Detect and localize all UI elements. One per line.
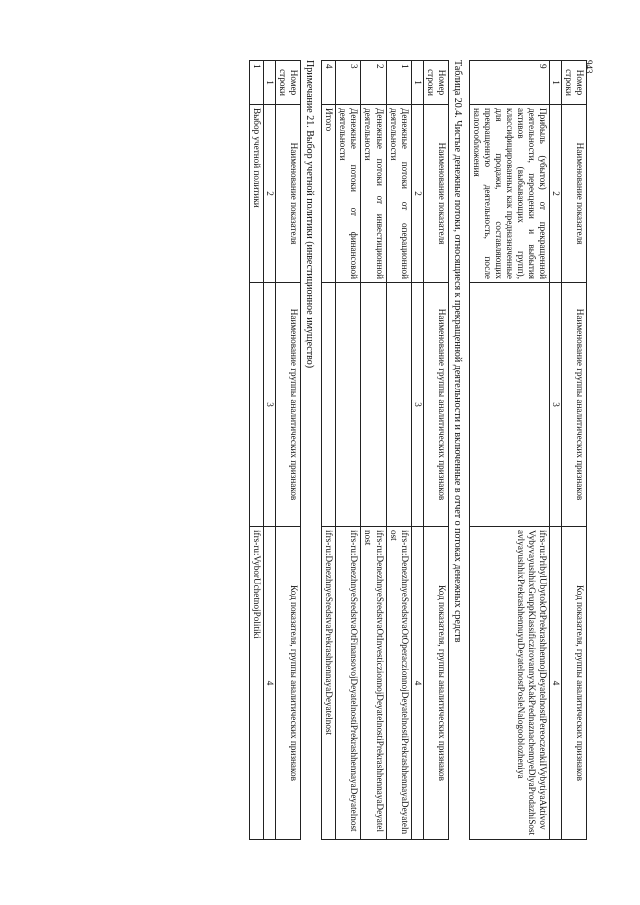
header-indicator-name: Наименование показателя	[276, 105, 301, 283]
indicator-code: ifrs-ru:PribylUbytokOtPrekrashhennojDeyatelnostiPereoczenkiIVybytiyaAktivovVybyvayushhixGruppKlassificzirovannyxKakPrednaznachennyeDlyaProdazhiSostavlyayushhixPrekrashhennuyuDeyatelnostPosleNalogooblozheniya	[469, 527, 549, 840]
table-header-row	[561, 61, 586, 840]
indicator-name: Денежные потоки от инвестиционной деятельности	[361, 105, 386, 283]
header-group-name: Наименование группы аналитических признаков	[423, 283, 448, 527]
row-number: 1	[250, 61, 264, 105]
indicator-code: ifrs-ru:DenezhnyeSredstvaOtFinansovojDeyatelnostiPrekrashhennayaDeyatelnost	[336, 527, 361, 840]
table-continuation	[469, 60, 587, 840]
indicator-code: ifrs-ru:DenezhnyeSredstvaOtInvesticzionnojDeyatelnostiPrekrashhennayaDeyatelnost	[361, 527, 386, 840]
header-row-no: Номер строки	[276, 61, 301, 105]
col-number: 2	[264, 105, 276, 283]
table-row	[250, 61, 264, 840]
column-number-row	[411, 61, 423, 840]
col-number: 2	[411, 105, 423, 283]
row-number: 1	[386, 61, 411, 105]
table-20-4	[321, 60, 448, 840]
header-code: Код показателя, группы аналитических признаков	[423, 527, 448, 840]
group-name	[322, 283, 336, 527]
column-number-row	[264, 61, 276, 840]
indicator-name: Прибыль (убыток) от прекращенной деятельности, переоценки и выбытия активов (выбывающих групп), классифицированных как предназначенные для продажи, составляющих прекращенную деятельность, после налогообложения	[469, 105, 549, 283]
group-name	[250, 283, 264, 527]
col-number: 1	[411, 61, 423, 105]
header-group-name: Наименование группы аналитических признаков	[561, 283, 586, 527]
group-name	[386, 283, 411, 527]
row-number: 2	[361, 61, 386, 105]
col-number: 3	[549, 283, 561, 527]
header-row-no: Номер строки	[423, 61, 448, 105]
table-row	[322, 61, 336, 840]
header-group-name: Наименование группы аналитических признаков	[276, 283, 301, 527]
col-number: 4	[549, 527, 561, 840]
indicator-name: Денежные потоки от финансовой деятельности	[336, 105, 361, 283]
page-number: 943	[584, 60, 594, 74]
indicator-name: Выбор учетной политики	[250, 105, 264, 283]
table-header-row	[423, 61, 448, 840]
header-code: Код показателя, группы аналитических признаков	[561, 527, 586, 840]
table-row	[336, 61, 361, 840]
table-row	[386, 61, 411, 840]
column-number-row	[549, 61, 561, 840]
header-code: Код показателя, группы аналитических признаков	[276, 527, 301, 840]
table-header-row	[276, 61, 301, 840]
col-number: 4	[411, 527, 423, 840]
col-number: 1	[264, 61, 276, 105]
col-number: 4	[264, 527, 276, 840]
indicator-code: ifrs-ru:VyborUchetnojPolitiki	[250, 527, 264, 840]
row-number: 4	[322, 61, 336, 105]
table-caption: Таблица 20.4. Чистые денежные потоки, относящиеся к прекращенной деятельности и включенные в отчет о потоках денежных средств	[451, 60, 463, 643]
col-number: 2	[549, 105, 561, 283]
table-row	[469, 61, 549, 840]
indicator-code: ifrs-ru:DenezhnyeSredstvaOtOperaczionnojDeyatelnostiPrekrashhennayaDeyatelnost	[386, 527, 411, 840]
indicator-code: ifrs-ru:DenezhnyeSredstvaPrekrashhennayaDeyatelnost	[322, 527, 336, 840]
group-name	[336, 283, 361, 527]
note-caption: Примечание 21. Выбор учетной политики (инвестиционное имущество)	[304, 60, 316, 369]
header-indicator-name: Наименование показателя	[561, 105, 586, 283]
group-name	[469, 283, 549, 527]
col-number: 3	[264, 283, 276, 527]
table-note-21	[249, 60, 301, 840]
group-name	[361, 283, 386, 527]
row-number: 9	[469, 61, 549, 105]
col-number: 1	[549, 61, 561, 105]
row-number: 3	[336, 61, 361, 105]
header-row-no: Номер строки	[561, 61, 586, 105]
indicator-name: Итого	[322, 105, 336, 283]
col-number: 3	[411, 283, 423, 527]
rotated-page-content	[57, 60, 587, 840]
indicator-name: Денежные потоки от операционной деятельности	[386, 105, 411, 283]
header-indicator-name: Наименование показателя	[423, 105, 448, 283]
table-row	[361, 61, 386, 840]
